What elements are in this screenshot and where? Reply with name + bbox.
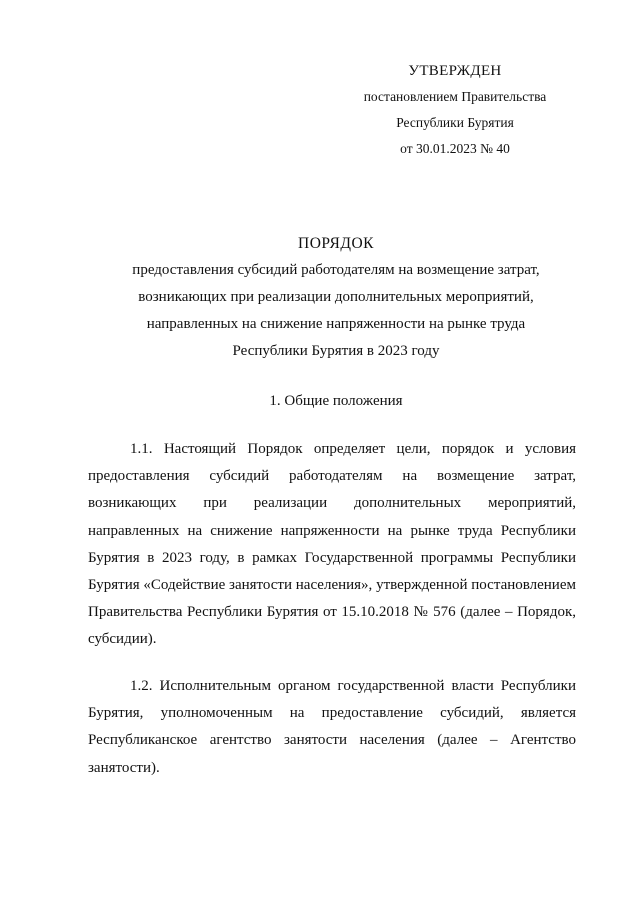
document-subtitle-line-4: Республики Бурятия в 2023 году [232,343,440,359]
approval-stamp [300,58,610,162]
paragraph-1-1: 1.1. Настоящий Порядок определяет цели, порядок и условия предоставления субсидий работодателям на возмещение затрат, возникающих при реализации дополнительных мероприятий, направленных на снижение напряженности на рынке труда Республики Бурятия в 2023 году, в рамках Государственной программы Республики Бурятия «Содействие занятости населения», утвержденной постановлением Правительства Республики Бурятия от 15.10.2018 № 576 (далее – Порядок, субсидии). [88,441,576,648]
document-title-block [60,230,612,365]
approval-line-2: Республики Бурятия [396,115,514,130]
approval-line-3: от 30.01.2023 № 40 [400,141,510,156]
document-subtitle-line-1: предоставления субсидий работодателям на возмещение затрат, [132,262,540,278]
document-heading: ПОРЯДОК [298,235,374,252]
document-subtitle-line-2: возникающих при реализации дополнительных мероприятий, [138,289,534,305]
approval-title: УТВЕРЖДЕН [408,63,502,79]
paragraph-1-2: 1.2. Исполнительным органом государственной власти Республики Бурятия, уполномоченным на предоставление субсидий, является Республиканское агентство занятости населения (далее – Агентство занятости). [88,678,576,776]
approval-line-1: постановлением Правительства [363,89,547,104]
section-title: 1. Общие положения [269,393,403,409]
document-subtitle-line-3: направленных на снижение напряженности на рынке труда [146,316,526,332]
